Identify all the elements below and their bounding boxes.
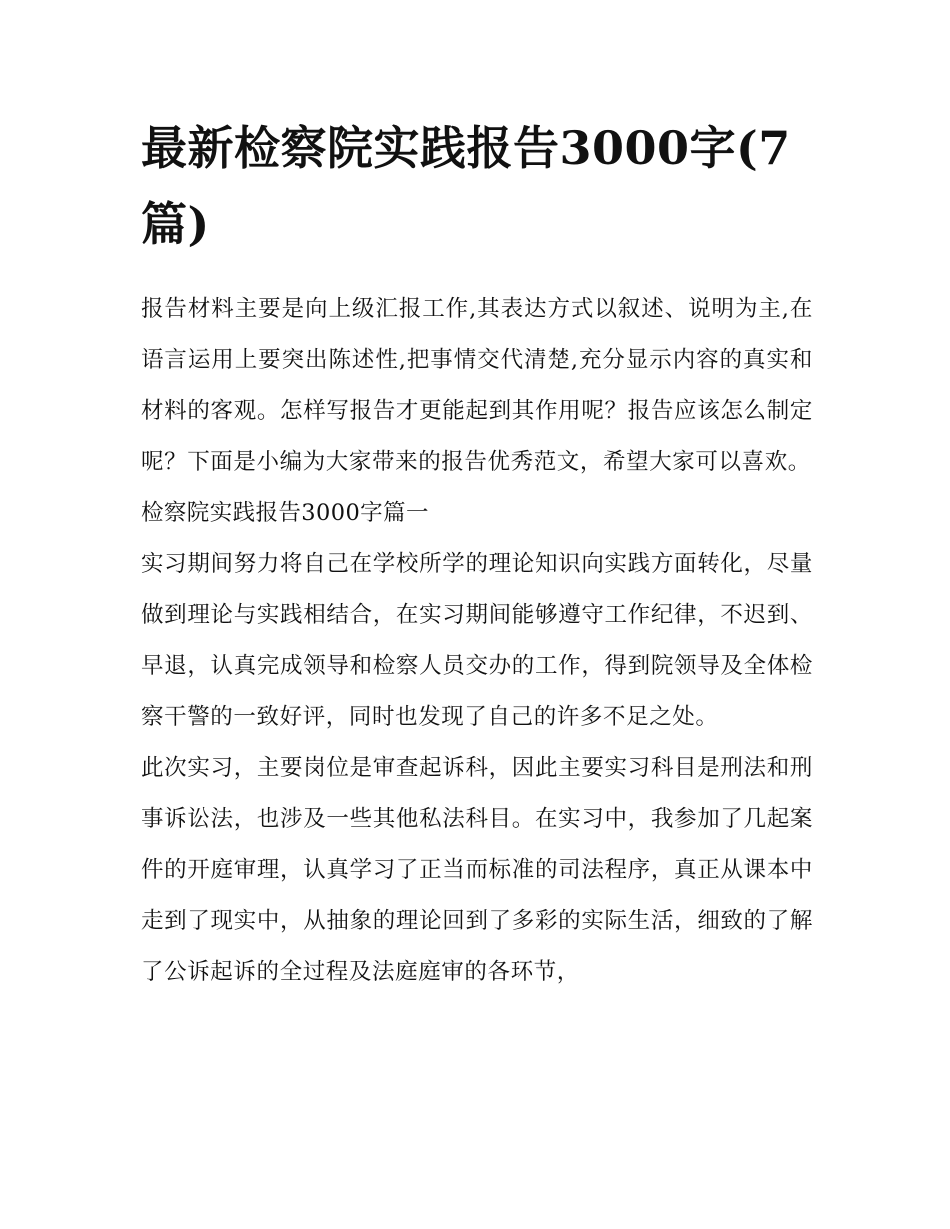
section-heading: 检察院实践报告3000字篇一 xyxy=(141,500,429,526)
body-paragraph-2: 此次实习，主要岗位是审查起诉科，因此主要实习科目是刑法和刑事诉讼法，也涉及一些其他私法科目。在实习中，我参加了几起案件的开庭审理，认真学习了正当而标准的司法程序，真正从课本中走到了现实中，从抽象的理论回到了多彩的实际生活，细致的了解了公诉起诉的全过程及法庭庭审的各环节， xyxy=(141,755,813,985)
document-page xyxy=(141,110,813,998)
document-title: 最新检察院实践报告3000字(7篇) xyxy=(141,121,791,251)
intro-paragraph: 报告材料主要是向上级汇报工作,其表达方式以叙述、说明为主,在语言运用上要突出陈述性,把事情交代清楚,充分显示内容的真实和材料的客观。怎样写报告才更能起到其作用呢？报告应该怎么制定呢？下面是小编为大家带来的报告优秀范文，希望大家可以喜欢。 xyxy=(141,296,813,475)
document-body xyxy=(141,284,813,998)
body-paragraph-1: 实习期间努力将自己在学校所学的理论知识向实践方面转化，尽量做到理论与实践相结合，在实习期间能够遵守工作纪律，不迟到、早退，认真完成领导和检察人员交办的工作，得到院领导及全体检察干警的一致好评，同时也发现了自己的许多不足之处。 xyxy=(141,551,813,730)
